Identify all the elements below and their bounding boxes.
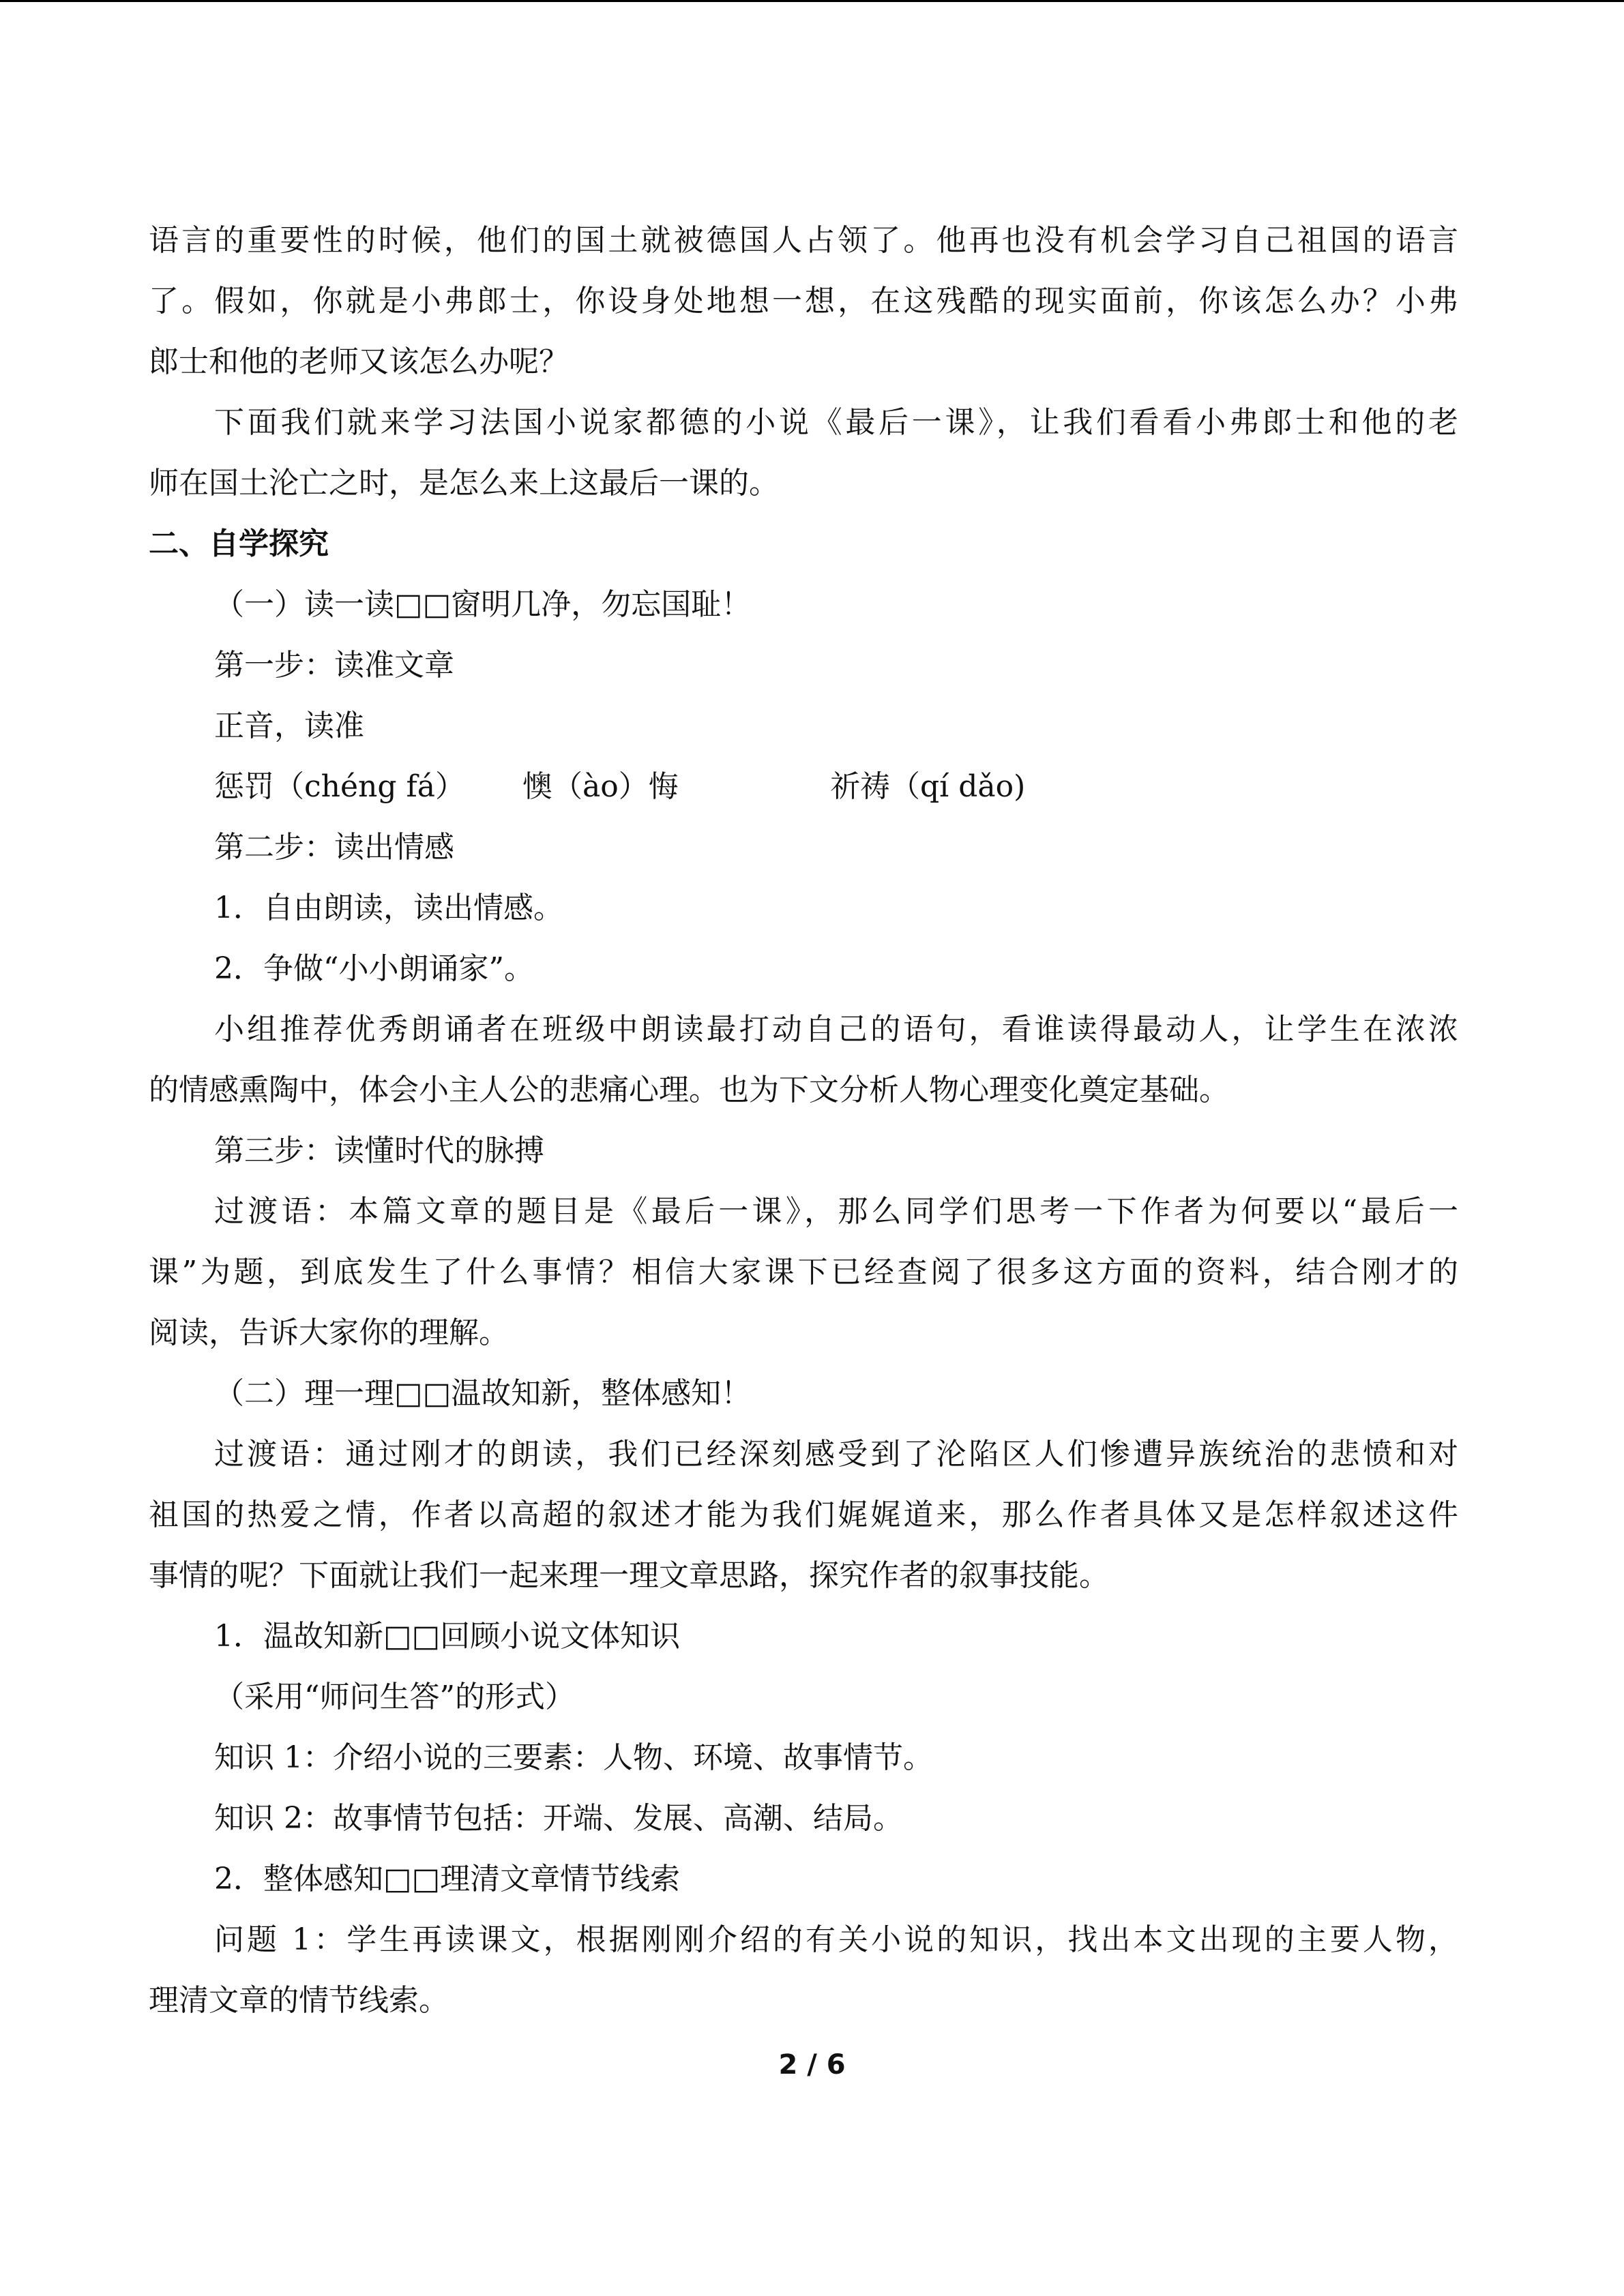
text-line: 知识 1：介绍小说的三要素：人物、环境、故事情节。 <box>214 1740 933 1775</box>
pinyin-item: 懊（ào）悔 <box>522 769 679 804</box>
text-line: 理清文章的情节线索。 <box>149 1983 449 2018</box>
text-line: 第三步：读懂时代的脉搏 <box>214 1133 544 1168</box>
document-body <box>149 210 1458 2031</box>
text-line: 的情感熏陶中，体会小主人公的悲痛心理。也为下文分析人物心理变化奠定基础。 <box>149 1073 1229 1107</box>
pinyin-item: 惩罚（chéng fá） <box>214 769 466 804</box>
pinyin-row <box>149 756 1458 817</box>
text-line: 阅读，告诉大家你的理解。 <box>149 1315 509 1350</box>
text-line: 2．整体感知□□理清文章情节线索 <box>214 1862 681 1896</box>
text-line: 1．温故知新□□回顾小说文体知识 <box>214 1619 681 1654</box>
text-line: 事情的呢？下面就让我们一起来理一理文章思路，探究作者的叙事技能。 <box>149 1558 1109 1593</box>
text-line: 过渡语：通过刚才的朗读，我们已经深刻感受到了沦陷区人们惨遭异族统治的悲愤和对 <box>214 1437 1458 1472</box>
text-line: 祖国的热爱之情，作者以高超的叙述才能为我们娓娓道来，那么作者具体又是怎样叙述这件 <box>149 1497 1458 1532</box>
text-line: 问题 1：学生再读课文，根据刚刚介绍的有关小说的知识，找出本文出现的主要人物， <box>214 1922 1458 1957</box>
text-line: 师在国土沦亡之时，是怎么来上这最后一课的。 <box>149 466 779 501</box>
text-line: 第二步：读出情感 <box>214 830 454 865</box>
text-line: 1．自由朗读，读出情感。 <box>214 891 563 925</box>
text-line: 郎士和他的老师又该怎么办呢？ <box>149 344 569 379</box>
text-line: 小组推荐优秀朗诵者在班级中朗读最打动自己的语句，看谁读得最动人，让学生在浓浓 <box>214 1012 1458 1047</box>
pinyin-item: 祈祷（qí dǎo) <box>830 769 1026 804</box>
text-line: 课”为题，到底发生了什么事情？相信大家课下已经查阅了很多这方面的资料，结合刚才的 <box>149 1255 1458 1289</box>
text-line: 2．争做“小小朗诵家”。 <box>214 951 534 986</box>
top-border <box>0 0 1624 2</box>
text-line: 正音，读准 <box>214 709 364 743</box>
text-line: 过渡语：本篇文章的题目是《最后一课》，那么同学们思考一下作者为何要以“最后一 <box>214 1194 1458 1229</box>
text-line: 第一步：读准文章 <box>214 648 454 683</box>
section-heading: 二、自学探究 <box>149 526 329 561</box>
text-line: （一）读一读□□窗明几净，勿忘国耻！ <box>214 587 752 622</box>
text-line: 知识 2：故事情节包括：开端、发展、高潮、结局。 <box>214 1801 903 1836</box>
text-line: （二）理一理□□温故知新，整体感知！ <box>214 1376 752 1411</box>
page-number: 2 / 6 <box>778 2049 846 2081</box>
text-line: 语言的重要性的时候，他们的国土就被德国人占领了。他再也没有机会学习自己祖国的语言 <box>149 223 1458 258</box>
text-line: （采用“师问生答”的形式） <box>214 1680 575 1714</box>
text-line: 下面我们就来学习法国小说家都德的小说《最后一课》，让我们看看小弗郎士和他的老 <box>214 405 1458 440</box>
text-line: 了。假如，你就是小弗郎士，你设身处地想一想，在这残酷的现实面前，你该怎么办？小弗 <box>149 284 1458 318</box>
